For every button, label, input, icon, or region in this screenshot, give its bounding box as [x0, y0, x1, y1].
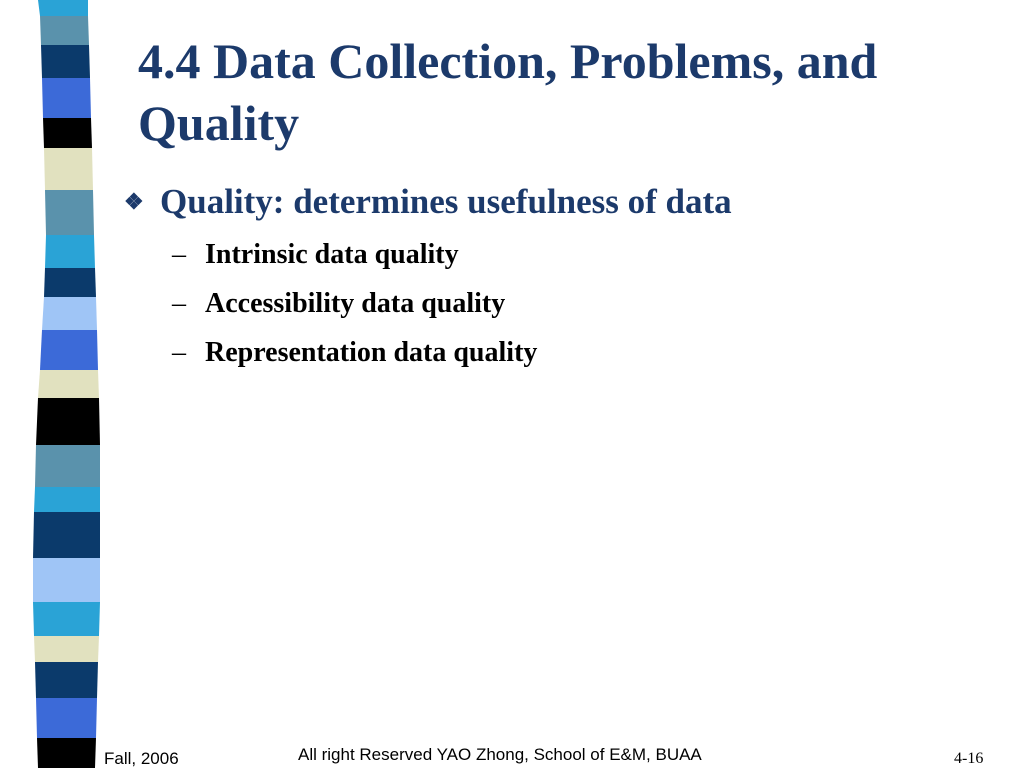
dash-marker: –	[172, 239, 186, 270]
sub-bullet-text: Accessibility data quality	[205, 288, 506, 319]
bullet-main-row	[124, 178, 984, 230]
sub-bullet-item	[172, 279, 984, 328]
bullet-text: Quality: determines usefulness of data	[160, 182, 732, 221]
sub-bullet-text: Intrinsic data quality	[205, 239, 459, 270]
sub-bullet-item	[172, 230, 984, 279]
bullet-item	[124, 178, 984, 377]
slide-title: 4.4 Data Collection, Problems, and Quality	[138, 33, 878, 151]
sub-bullet-item	[172, 328, 984, 377]
stripe-pattern	[0, 0, 110, 768]
footer-copyright: All right Reserved YAO Zhong, School of E&M, BUAA	[298, 745, 702, 764]
bullet-list	[124, 178, 984, 377]
sub-bullet-list	[124, 230, 984, 377]
sub-bullet-text: Representation data quality	[205, 337, 538, 368]
footer-date: Fall, 2006	[104, 749, 179, 768]
four-diamond-icon: ❖	[124, 189, 144, 214]
dash-marker: –	[172, 337, 186, 368]
decorative-stripe-band	[0, 0, 110, 768]
dash-marker: –	[172, 288, 186, 319]
footer-page-number: 4-16	[954, 750, 984, 767]
